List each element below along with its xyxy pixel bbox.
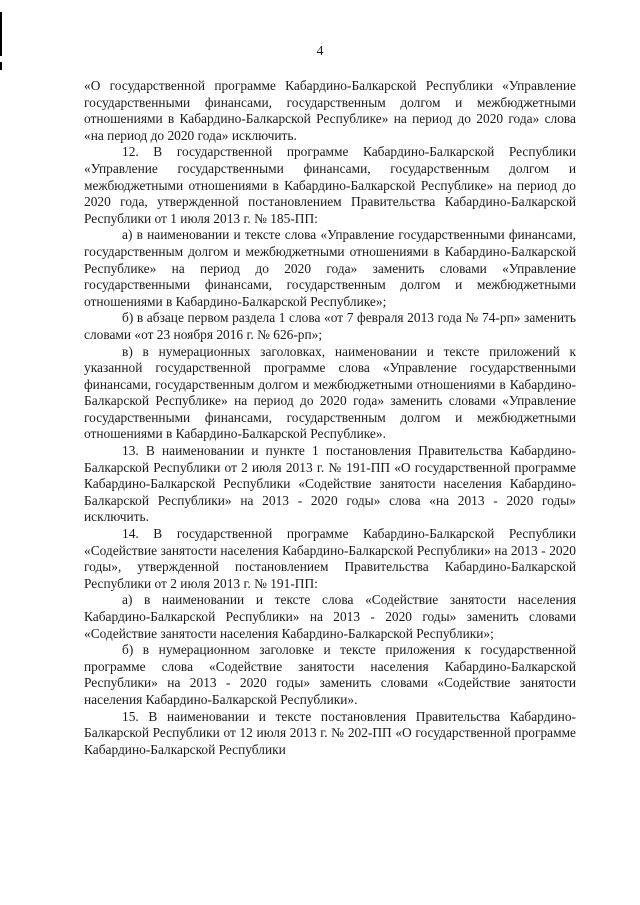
paragraph-9: б) в нумерационном заголовке и тексте приложения к государственной программе слова «Содействие занятости населения Кабардино-Балкарской Республики» на 2013 - 2020 годы» заменить словами «Содействие занятости населения Кабардино-Балкарской Республики». [84,642,576,707]
paragraph-6: 13. В наименовании и пункте 1 постановления Правительства Кабардино-Балкарской Республики от 2 июля 2013 г. № 191-ПП «О государственной программе Кабардино-Балкарской Республики «Содействие занятости населения Кабардино-Балкарской Республики» на 2013 - 2020 годы» слова «на 2013 - 2020 годы» исключить. [84,443,576,525]
paragraph-8: а) в наименовании и тексте слова «Содействие занятости населения Кабардино-Балкарской Республики» на 2013 - 2020 годы» заменить словами «Содействие занятости населения Кабардино-Балкарской Республики»; [84,592,576,641]
paragraph-10: 15. В наименовании и тексте постановления Правительства Кабардино-Балкарской Республики от 12 июля 2013 г. № 202-ПП «О государственной программе Кабардино-Балкарской Республики [84,708,576,757]
scan-edge-mark-small [0,62,2,70]
paragraph-7: 14. В государственной программе Кабардино-Балкарской Республики «Содействие занятости населения Кабардино-Балкарской Республики» на 2013 - 2020 годы», утвержденной постановлением Правительства Кабардино-Балкарской Республики от 2 июля 2013 г. № 191-ПП: [84,526,576,591]
paragraph-2: 12. В государственной программе Кабардино-Балкарской Республики «Управление государственными финансами, государственным долгом и межбюджетными отношениями в Кабардино-Балкарской Республике» на период до 2020 года, утвержденной постановлением Правительства Кабардино-Балкарской Республики от 1 июля 2013 г. № 185-ПП: [84,144,576,226]
paragraph-5: в) в нумерационных заголовках, наименовании и тексте приложений к указанной государственной программе слова «Управление государственными финансами, государственным долгом и межбюджетными отношениями в Кабардино-Балкарской Республике» на период до 2020 года» заменить словами «Управление государственными финансами, государственным долгом и межбюджетными отношениями в Кабардино-Балкарской Республике». [84,343,576,442]
paragraph-3: а) в наименовании и тексте слова «Управление государственными финансами, государственным долгом и межбюджетными отношениями в Кабардино-Балкарской Республике» на период до 2020 года» заменить словами «Управление государственными финансами, государственным долгом и межбюджетными отношениями в Кабардино-Балкарской Республике»; [84,227,576,309]
paragraph-4: б) в абзаце первом раздела 1 слова «от 7 февраля 2013 года № 74-рп» заменить словами «от 23 ноября 2016 г. № 626-рп»; [84,310,576,342]
page-number: 4 [316,44,324,59]
document-body [84,78,576,758]
paragraph-1: «О государственной программе Кабардино-Балкарской Республики «Управление государственными финансами, государственным долгом и межбюджетными отношениями в Кабардино-Балкарской Республике» на период до 2020 года» слова «на период до 2020 года» исключить. [84,78,576,143]
